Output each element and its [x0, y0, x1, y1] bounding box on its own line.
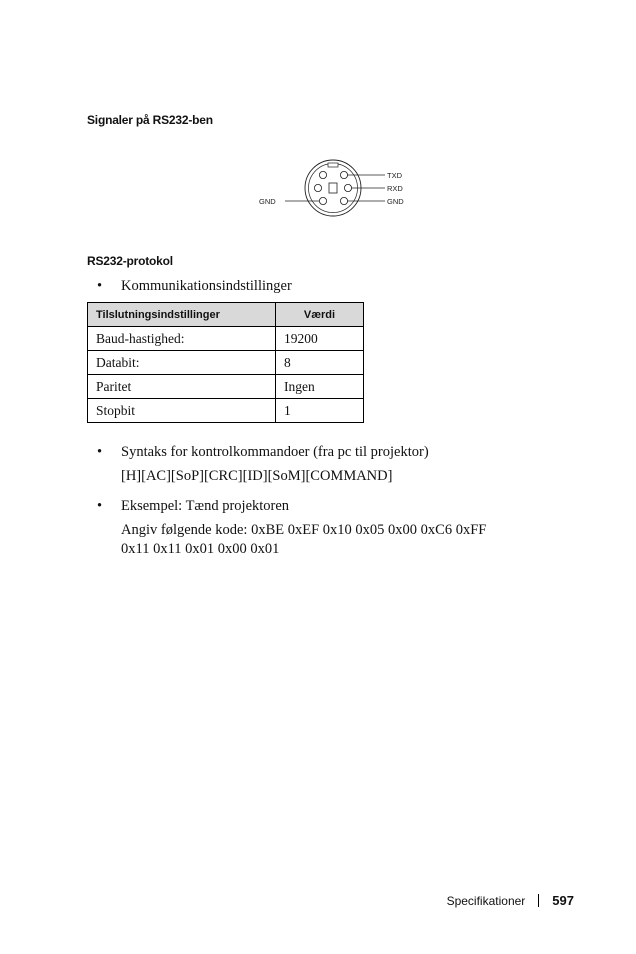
- settings-table: [87, 302, 364, 423]
- pin-mid-right: [344, 184, 351, 191]
- footer-separator: [538, 894, 539, 907]
- table-row: [88, 399, 364, 423]
- label-rxd: RXD: [387, 184, 403, 193]
- section-heading-rs232-protocol: RS232-protokol: [87, 254, 173, 268]
- table-cell: 1: [276, 399, 364, 423]
- command-syntax-format: [H][AC][SoP][CRC][ID][SoM][COMMAND]: [121, 468, 393, 484]
- page-footer: [447, 893, 574, 908]
- connector-key-notch: [328, 163, 338, 167]
- table-cell: Paritet: [88, 375, 276, 399]
- table-cell: Stopbit: [88, 399, 276, 423]
- page-number: 597: [552, 893, 574, 908]
- table-header: Tilslutningsindstillinger: [88, 303, 276, 327]
- bullet-dot: •: [97, 278, 103, 294]
- table-row: [88, 327, 364, 351]
- table-cell: Baud-hastighed:: [88, 327, 276, 351]
- table-cell: 8: [276, 351, 364, 375]
- section-heading-rs232-pins: Signaler på RS232-ben: [87, 113, 213, 127]
- pin-top-left: [319, 171, 326, 178]
- bullet-text: Eksempel: Tænd projektoren: [121, 498, 290, 514]
- label-gnd-left: GND: [259, 197, 276, 206]
- pin-center-key: [329, 183, 337, 193]
- table-cell: Databit:: [88, 351, 276, 375]
- label-gnd-right: GND: [387, 197, 404, 206]
- bullet-dot: •: [97, 444, 103, 460]
- table-row: [88, 375, 364, 399]
- pin-top-right: [340, 171, 347, 178]
- bullet-text: Syntaks for kontrolkommandoer (fra pc til projektor): [121, 444, 429, 460]
- rs232-pin-diagram: [255, 158, 415, 220]
- table-cell: 19200: [276, 327, 364, 351]
- table-header: Værdi: [276, 303, 364, 327]
- footer-section-title: Specifikationer: [446, 894, 526, 908]
- pin-bottom-left: [319, 197, 326, 204]
- connector-inner-ring: [309, 164, 358, 213]
- table-cell: Ingen: [276, 375, 364, 399]
- pin-mid-left: [314, 184, 321, 191]
- label-txd: TXD: [387, 171, 402, 180]
- table-header-row: [88, 303, 364, 327]
- pin-bottom-right: [340, 197, 347, 204]
- example-code-line-2: 0x11 0x11 0x01 0x00 0x01: [121, 541, 280, 557]
- bullet-text: Kommunikationsindstillinger: [121, 278, 292, 294]
- example-code-line-1: Angiv følgende kode: 0xBE 0xEF 0x10 0x05 0x00 0xC6 0xFF: [121, 522, 487, 538]
- bullet-dot: •: [97, 498, 103, 514]
- table-row: [88, 351, 364, 375]
